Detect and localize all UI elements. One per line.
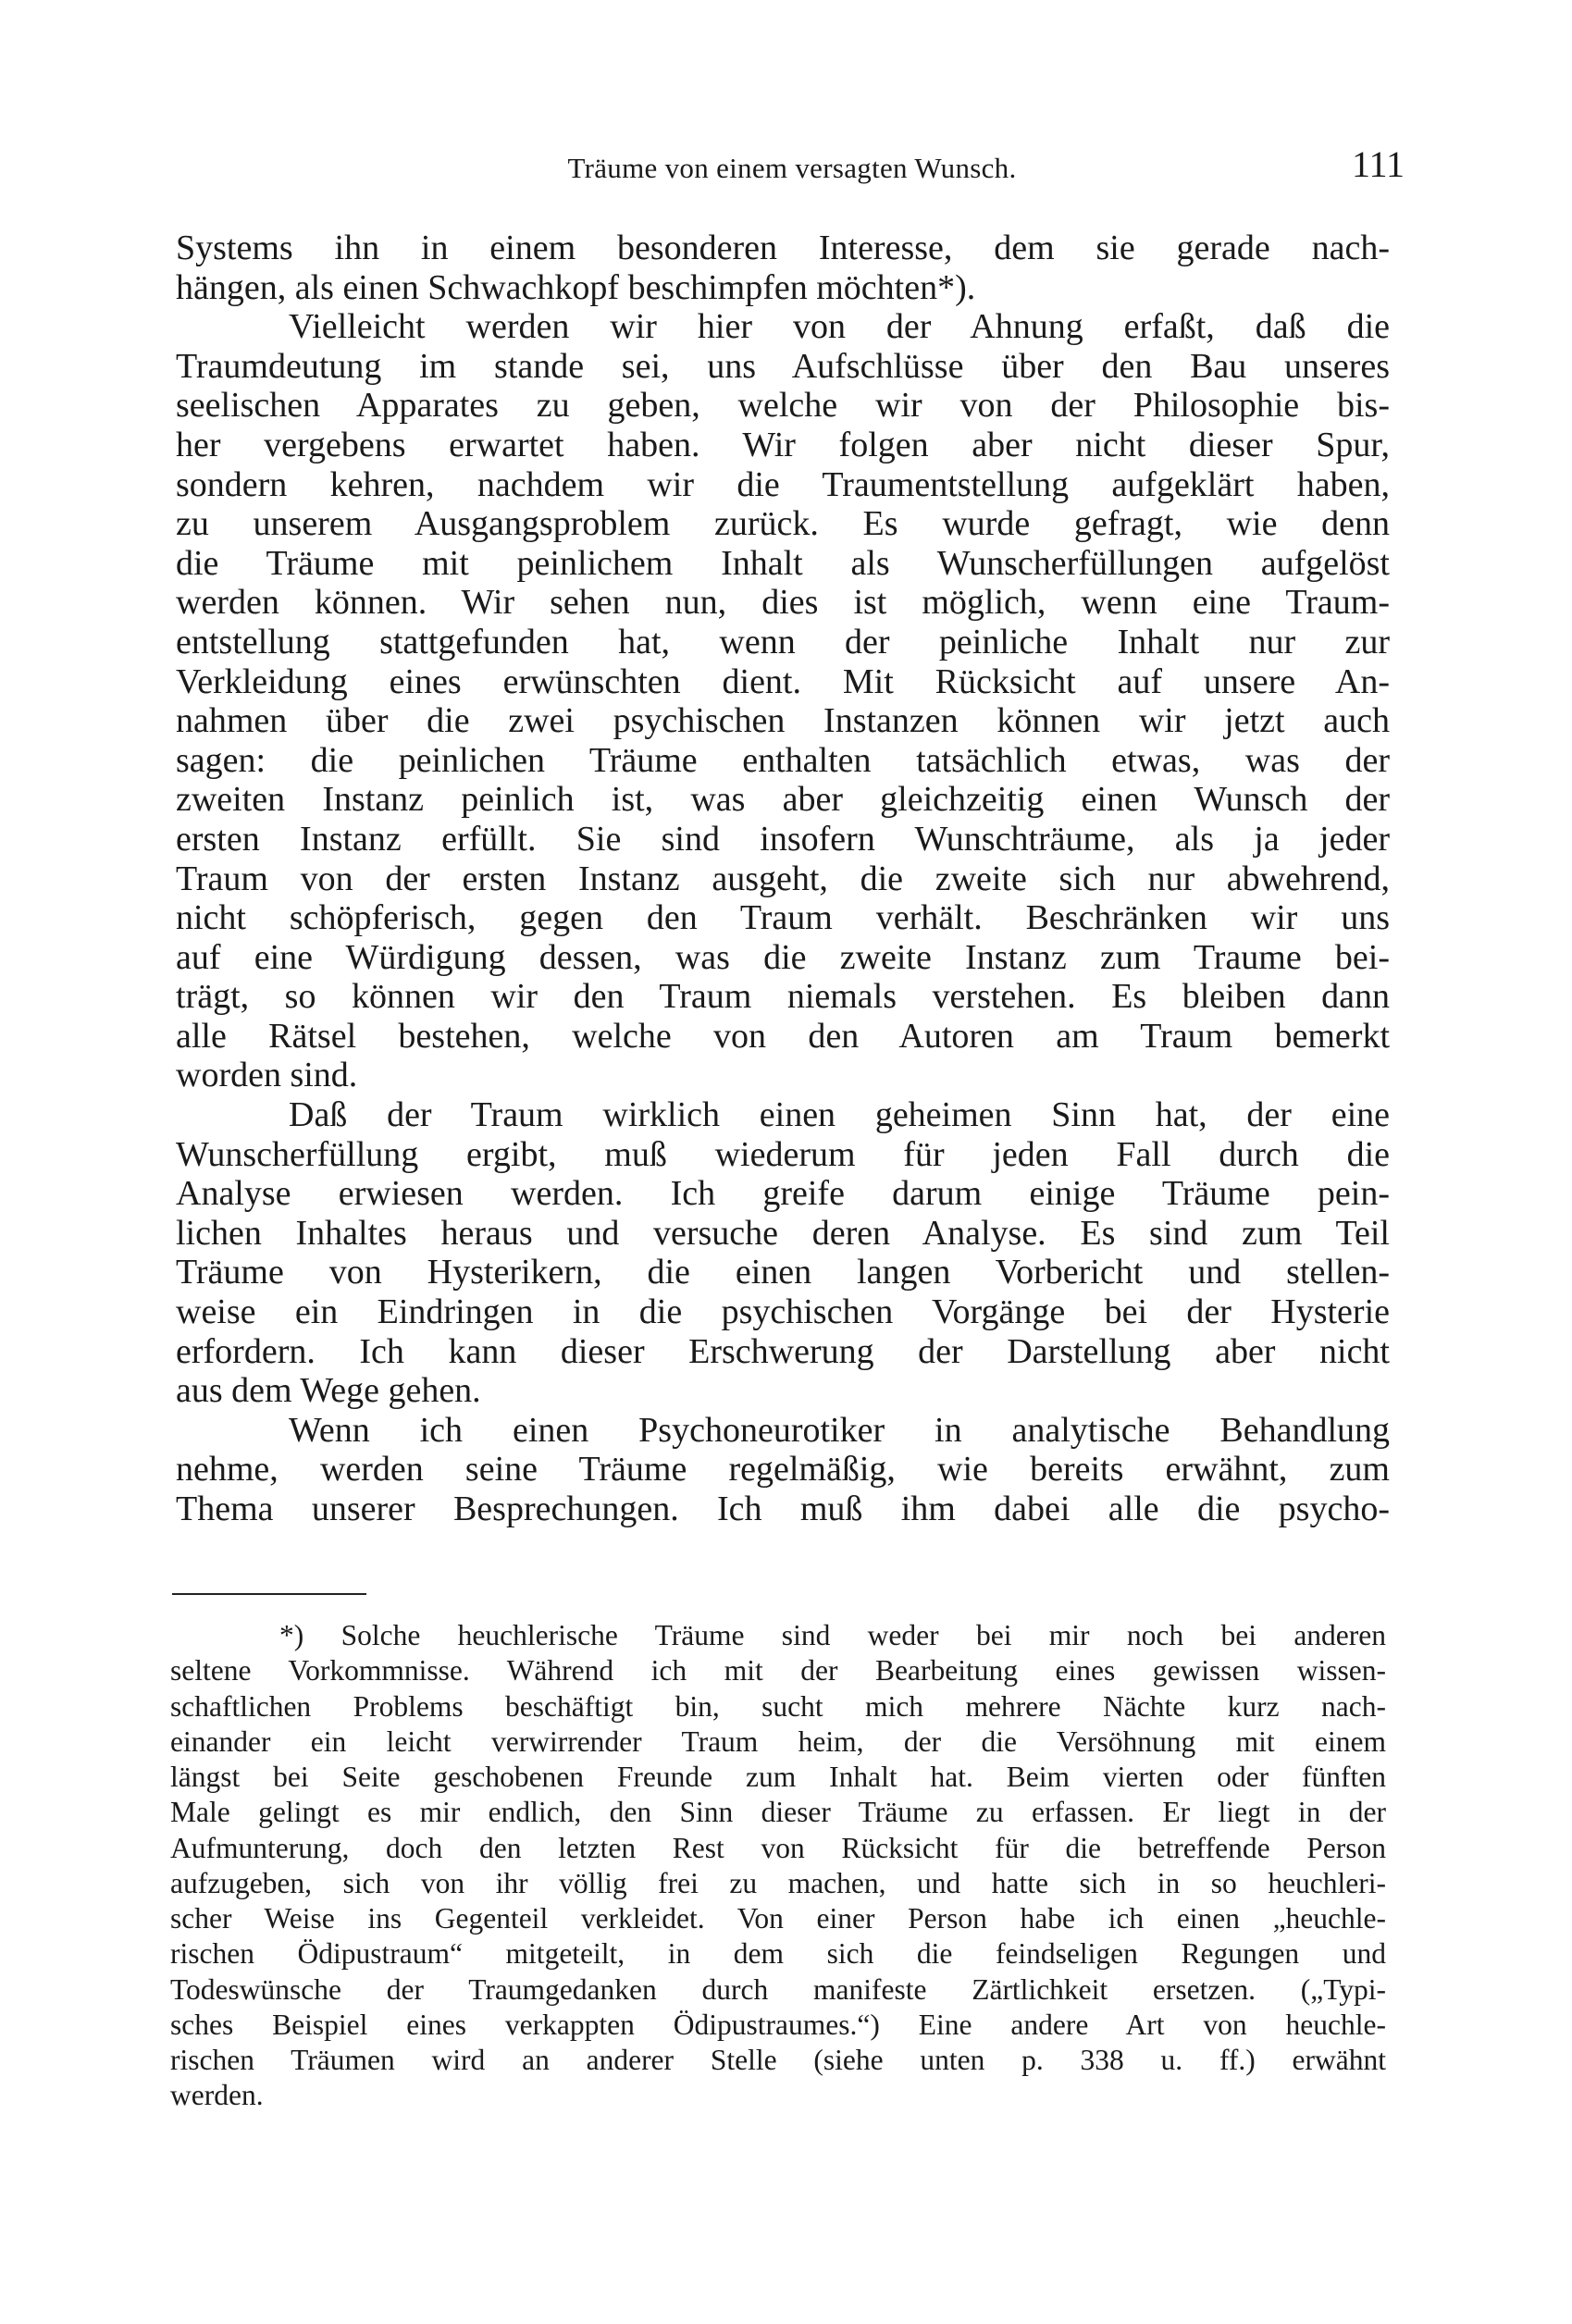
body-text-line: aus dem Wege gehen. (176, 1371, 481, 1411)
body-text-line: ersten Instanz erfüllt. Sie sind insofern Wunschträume, als ja jeder (176, 819, 1390, 859)
page-number: 111 (1351, 143, 1405, 185)
footnote-line: rischen Ödipustraum“ mitgeteilt, in dem sich die feindseligen Regungen und (170, 1937, 1386, 1971)
body-text-line: die Träume mit peinlichem Inhalt als Wunscherfüllungen aufgelöst (176, 543, 1390, 583)
body-text-line: Vielleicht werden wir hier von der Ahnung erfaßt, daß die (289, 307, 1390, 347)
body-text-line: seelischen Apparates zu geben, welche wir von der Philosophie bis- (176, 386, 1390, 426)
body-text-line: lichen Inhaltes heraus und versuche deren Analyse. Es sind zum Teil (176, 1213, 1390, 1253)
body-text-line: zweiten Instanz peinlich ist, was aber gleichzeitig einen Wunsch der (176, 780, 1390, 820)
body-text-paragraph (176, 1095, 1390, 1411)
footnote-line: einander ein leicht verwirrender Traum heim, der die Versöhnung mit einem (170, 1724, 1386, 1758)
footnote-line: werden. (170, 2079, 264, 2112)
body-text-paragraph (176, 229, 1390, 307)
running-head-title: Träume von einem versagten Wunsch. (567, 152, 1017, 184)
body-text-line: zu unserem Ausgangsproblem zurück. Es wurde gefragt, wie denn (176, 504, 1390, 544)
body-text-paragraph (176, 307, 1390, 1095)
body-text-line: Thema unserer Besprechungen. Ich muß ihm dabei alle die psycho- (176, 1490, 1390, 1528)
footnotes (170, 1618, 1386, 2114)
footnote-line: Todeswünsche der Traumgedanken durch manifeste Zärtlichkeit ersetzen. („Typi- (170, 1972, 1386, 2006)
footnote-line: längst bei Seite geschobenen Freunde zum Inhalt hat. Beim vierten oder fünften (170, 1761, 1386, 1793)
body-text-line: Traumdeutung im stande sei, uns Aufschlüsse über den Bau unseres (176, 346, 1390, 386)
body-text-line: nehme, werden seine Träume regelmäßig, wie bereits erwähnt, zum (176, 1450, 1390, 1490)
body-text-line: Systems ihn in einem besonderen Interesse, dem sie gerade nach- (176, 229, 1390, 267)
body-text-line: Träume von Hysterikern, die einen langen Vorbericht und stellen- (176, 1253, 1390, 1292)
footnote-line: aufzugeben, sich von ihr völlig frei zu machen, und hatte sich in so heuchleri- (170, 1866, 1386, 1899)
footnote-line: Male gelingt es mir endlich, den Sinn dieser Träume zu erfassen. Er liegt in der (170, 1796, 1386, 1829)
body-text-line: worden sind. (176, 1056, 358, 1095)
body-text-line: hängen, als einen Schwachkopf beschimpfen möchten*). (176, 267, 976, 307)
footnote-line: schaftlichen Problems beschäftigt bin, sucht mich mehrere Nächte kurz nach- (170, 1689, 1386, 1723)
footnote-line: Aufmunterung, doch den letzten Rest von Rücksicht für die betreffende Person (170, 1831, 1386, 1864)
body-text-line: weise ein Eindringen in die psychischen Vorgänge bei der Hysterie (176, 1292, 1390, 1332)
body-text-line: sagen: die peinlichen Träume enthalten tatsächlich etwas, was der (176, 740, 1390, 780)
body-text-line: trägt, so können wir den Traum niemals verstehen. Es bleiben dann (176, 977, 1390, 1017)
body-text-line: Wenn ich einen Psychoneurotiker in analytische Behandlung (289, 1410, 1390, 1450)
body-text-line: her vergebens erwartet haben. Wir folgen aber nicht dieser Spur, (176, 425, 1390, 464)
body-text-line: Daß der Traum wirklich einen geheimen Sinn hat, der eine (289, 1095, 1390, 1135)
body-text-line: nicht schöpferisch, gegen den Traum verhält. Beschränken wir uns (176, 898, 1390, 938)
body-text-line: Analyse erwiesen werden. Ich greife darum einige Träume pein- (176, 1174, 1390, 1214)
body-text-line: Wunscherfüllung ergibt, muß wiederum für jeden Fall durch die (176, 1134, 1390, 1174)
body-text-line: nahmen über die zwei psychischen Instanzen können wir jetzt auch (176, 701, 1390, 741)
running-head (179, 143, 1405, 189)
body-text-paragraph (176, 1411, 1390, 1529)
body-text-line: sondern kehren, nachdem wir die Traumentstellung aufgeklärt haben, (176, 464, 1390, 504)
footnote-divider (172, 1593, 366, 1595)
body-text-line: alle Rätsel bestehen, welche von den Autoren am Traum bemerkt (176, 1016, 1390, 1056)
body-text-line: Verkleidung eines erwünschten dient. Mit Rücksicht auf unsere An- (176, 661, 1390, 701)
footnote-line: scher Weise ins Gegenteil verkleidet. Von einer Person habe ich einen „heuchle- (170, 1902, 1386, 1935)
body-text-line: auf eine Würdigung dessen, was die zweite Instanz zum Traume bei- (176, 937, 1390, 977)
footnote-paragraph (170, 1618, 1386, 2114)
body-text-line: entstellung stattgefunden hat, wenn der peinliche Inhalt nur zur (176, 622, 1390, 661)
body-text-line: Traum von der ersten Instanz ausgeht, die zweite sich nur abwehrend, (176, 859, 1390, 898)
body-text-line: erfordern. Ich kann dieser Erschwerung der Darstellung aber nicht (176, 1331, 1390, 1371)
footnote-line: sches Beispiel eines verkappten Ödipustraumes.“) Eine andere Art von heuchle- (170, 2008, 1386, 2041)
footnote-line: seltene Vorkommnisse. Während ich mit der Bearbeitung eines gewissen wissen- (170, 1654, 1386, 1687)
footnote-line: rischen Träumen wird an anderer Stelle (siehe unten p. 338 u. ff.) erwähnt (170, 2044, 1386, 2076)
body-text (176, 229, 1390, 1529)
footnote-line: *) Solche heuchlerische Träume sind weder bei mir noch bei anderen (279, 1619, 1386, 1651)
body-text-line: werden können. Wir sehen nun, dies ist möglich, wenn eine Traum- (176, 583, 1390, 623)
